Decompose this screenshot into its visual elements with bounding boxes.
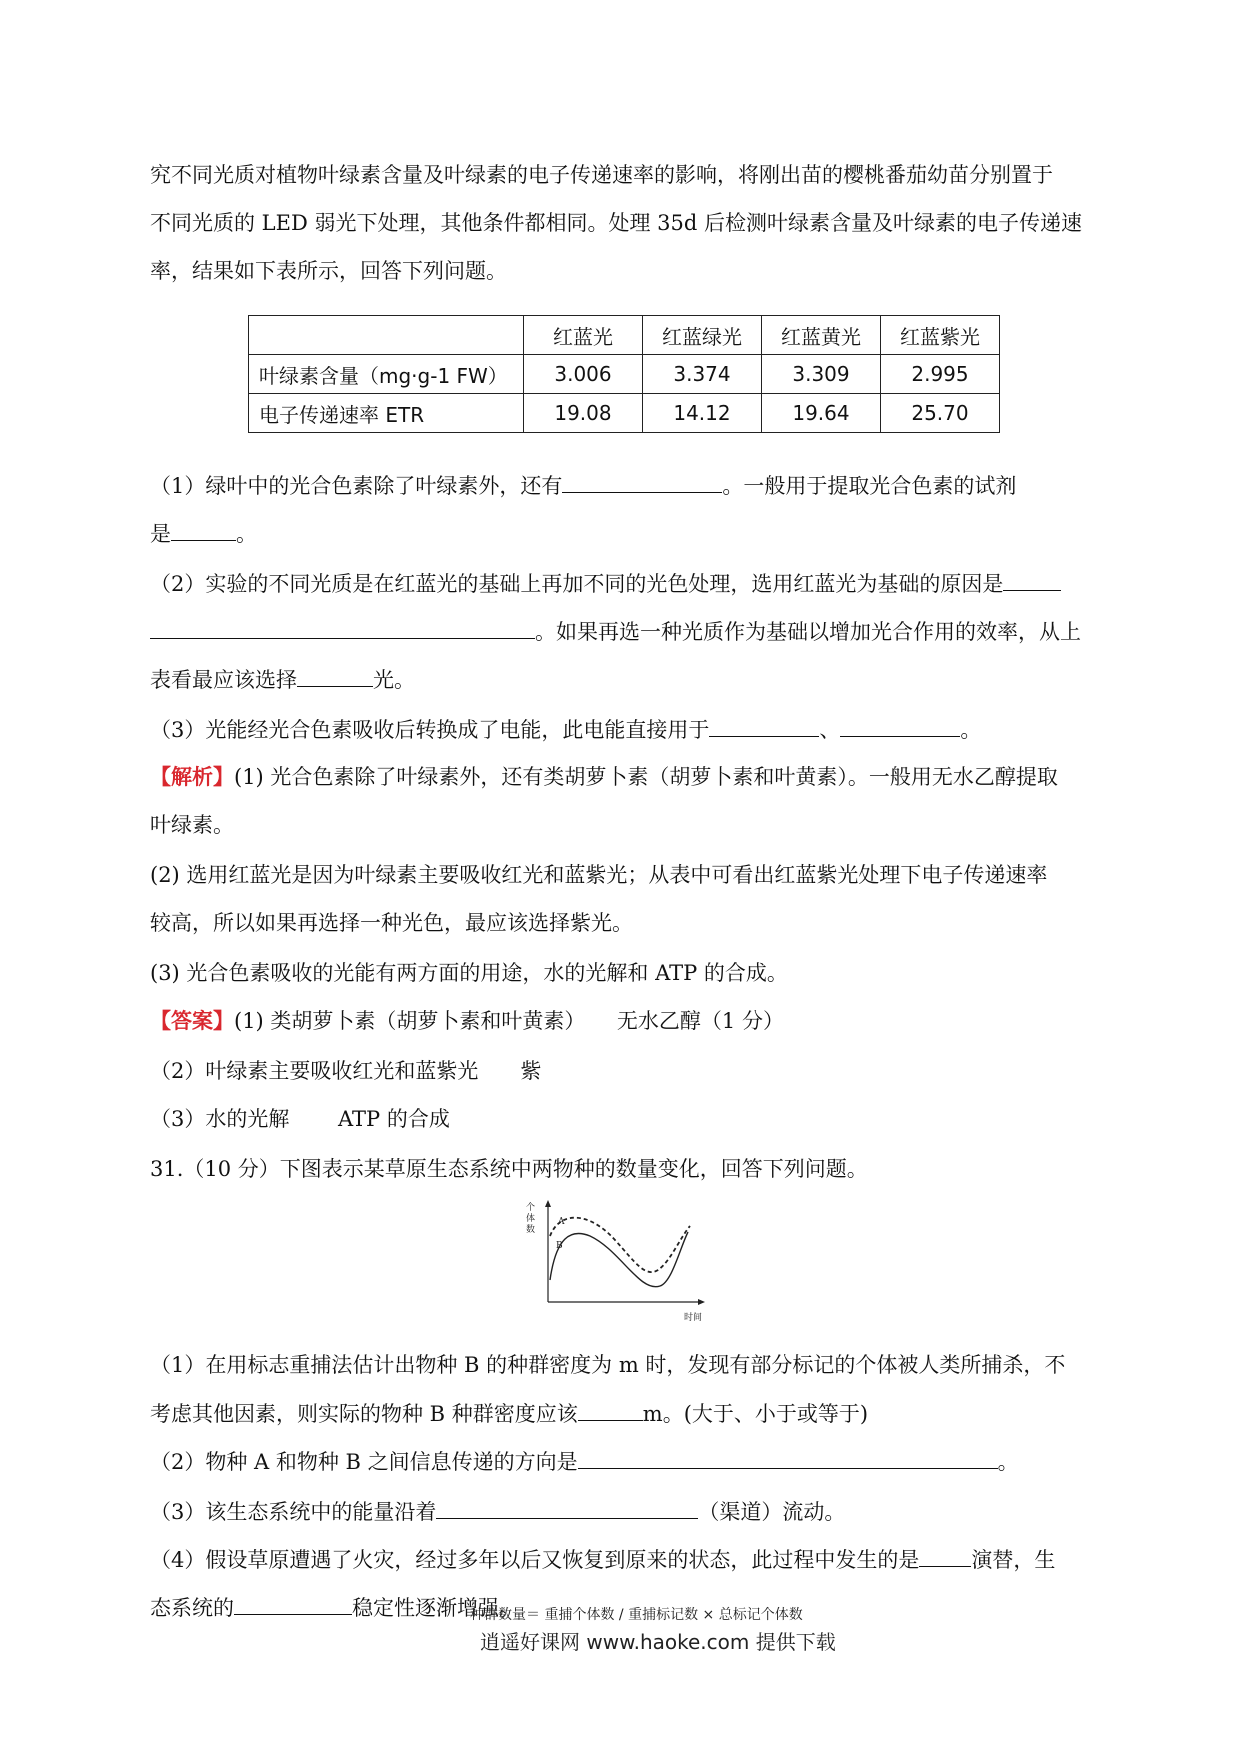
table-header-red-blue: 红蓝光 [524,316,643,355]
table-header-red-blue-yellow: 红蓝黄光 [762,316,881,355]
question-text: 。 [997,1450,1019,1474]
results-table [248,315,1000,433]
answer-tag: 【答案】 [150,1008,234,1033]
analysis-text: (1) 光合色素除了叶绿素外，还有类胡萝卜素（胡萝卜素和叶黄素）。一般用无水乙醇提取 [234,765,1058,789]
question-31-4-line-1 [150,1544,1100,1575]
table-cell: 3.006 [524,355,643,394]
analysis-line-3: (2) 选用红蓝光是因为叶绿素主要吸收红光和蓝紫光；从表中可看出红蓝紫光处理下电子传递速率 [150,863,1048,887]
answer-line-1 [150,1006,1100,1036]
y-label-2: 体 [526,1214,536,1224]
answer-blank[interactable] [578,1398,643,1421]
question-text: 演替，生 [971,1548,1056,1572]
question-2-line-3 [150,664,1100,695]
question-text: 是 [150,522,171,546]
table-row [249,355,1000,394]
question-text: 表看最应该选择 [150,668,297,692]
intro-line-1: 究不同光质对植物叶绿素含量及叶绿素的电子传递速率的影响，将刚出苗的樱桃番茄幼苗分别置于 [150,163,1053,187]
answer-text: (1) 类胡萝卜素（胡萝卜素和叶黄素） 无水乙醇（1 分） [234,1009,784,1033]
footer-formula: 种群数量＝ 重捕个体数 / 重捕标记数 × 总标记个体数 [470,1607,803,1623]
table-header-red-blue-purple: 红蓝紫光 [881,316,1000,355]
table-cell: 3.374 [643,355,762,394]
question-text: （1）绿叶中的光合色素除了叶绿素外，还有 [150,474,563,498]
question-1-line-2 [150,518,1100,549]
question-text: 。如果再选一种光质作为基础以增加光合作用的效率，从上 [535,620,1081,644]
question-text: 稳定性逐渐增强。 [352,1596,520,1620]
question-31-title: 31.（10 分）下图表示某草原生态系统中两物种的数量变化，回答下列问题。 [150,1157,868,1181]
question-text: 态系统的 [150,1596,234,1620]
intro-line-3: 率，结果如下表所示，回答下列问题。 [150,259,507,283]
table-header-empty [249,316,524,355]
question-text: （4）假设草原遭遇了火灾，经过多年以后又恢复到原来的状态，此过程中发生的是 [150,1548,920,1572]
table-row-label: 电子传递速率 ETR [249,394,524,433]
y-label-3: 数 [526,1225,536,1235]
analysis-line-4: 较高，所以如果再选择一种光色，最应该选择紫光。 [150,911,633,935]
answer-blank[interactable] [919,1544,971,1567]
x-axis-arrow [698,1299,705,1305]
question-text: 光。 [373,668,415,692]
question-text: 。 [236,522,257,546]
answer-blank[interactable] [150,616,535,639]
question-2-line-2 [150,616,1100,647]
answer-blank[interactable] [1003,568,1061,591]
analysis-line-2: 叶绿素。 [150,813,234,837]
table-row-label: 叶绿素含量（mg·g-1 FW） [249,355,524,394]
table-cell: 19.64 [762,394,881,433]
population-graph [520,1198,720,1328]
intro-line-2: 不同光质的 LED 弱光下处理，其他条件都相同。处理 35d 后检测叶绿素含量及叶绿素的电子传递速 [150,211,1082,235]
question-text: （2）物种 A 和物种 B 之间信息传递的方向是 [150,1450,578,1474]
table-cell: 2.995 [881,355,1000,394]
question-text: （3）该生态系统中的能量沿着 [150,1500,437,1524]
question-3-line-1 [150,714,1100,745]
table-header-red-blue-green: 红蓝绿光 [643,316,762,355]
table-cell: 19.08 [524,394,643,433]
table-cell: 3.309 [762,355,881,394]
question-31-1-line-2 [150,1398,1100,1429]
x-label: 时间 [684,1313,703,1323]
y-axis-arrow [545,1200,551,1207]
question-31-1-line-1: （1）在用标志重捕法估计出物种 B 的种群密度为 m 时，发现有部分标记的个体被人类所捕杀，不 [150,1353,1066,1377]
question-1-line-1 [150,470,1100,501]
answer-blank[interactable] [297,664,373,687]
answer-blank[interactable] [709,714,819,737]
table-cell: 14.12 [643,394,762,433]
answer-blank[interactable] [840,714,960,737]
table-cell: 25.70 [881,394,1000,433]
answer-blank[interactable] [578,1446,998,1469]
question-31-3-line [150,1496,1100,1527]
analysis-line-1 [150,762,1100,792]
answer-blank[interactable] [171,518,236,541]
question-text: m。(大于、小于或等于) [642,1402,869,1426]
analysis-tag: 【解析】 [150,764,234,789]
question-text: 。 [960,718,982,742]
analysis-line-5: (3) 光合色素吸收的光能有两方面的用途，水的光解和 ATP 的合成。 [150,961,788,985]
curve-label-a: A [558,1217,565,1227]
question-2-line-1 [150,568,1100,599]
page-footer [470,1604,870,1654]
table-header-row [249,316,1000,355]
question-text: （渠道）流动。 [698,1500,846,1524]
answer-blank[interactable] [562,470,722,493]
question-text: 、 [819,718,841,742]
question-text: 考虑其他因素，则实际的物种 B 种群密度应该 [150,1402,578,1426]
table-row [249,394,1000,433]
y-label-1: 个 [526,1203,536,1213]
answer-blank[interactable] [234,1592,352,1615]
curve-label-b: B [556,1241,563,1251]
answer-blank[interactable] [436,1496,698,1519]
answer-line-2: （2）叶绿素主要吸收红光和蓝紫光 紫 [150,1059,542,1083]
question-text: （2）实验的不同光质是在红蓝光的基础上再加不同的光色处理，选用红蓝光为基础的原因是 [150,572,1004,596]
curve-a [550,1218,690,1272]
question-text: （3）光能经光合色素吸收后转换成了电能，此电能直接用于 [150,718,710,742]
question-text: 。一般用于提取光合色素的试剂 [722,474,1017,498]
question-31-2-line [150,1446,1100,1477]
footer-download-note: 逍遥好课网 www.haoke.com 提供下载 [480,1630,836,1654]
answer-line-3: （3）水的光解 ATP 的合成 [150,1107,450,1131]
